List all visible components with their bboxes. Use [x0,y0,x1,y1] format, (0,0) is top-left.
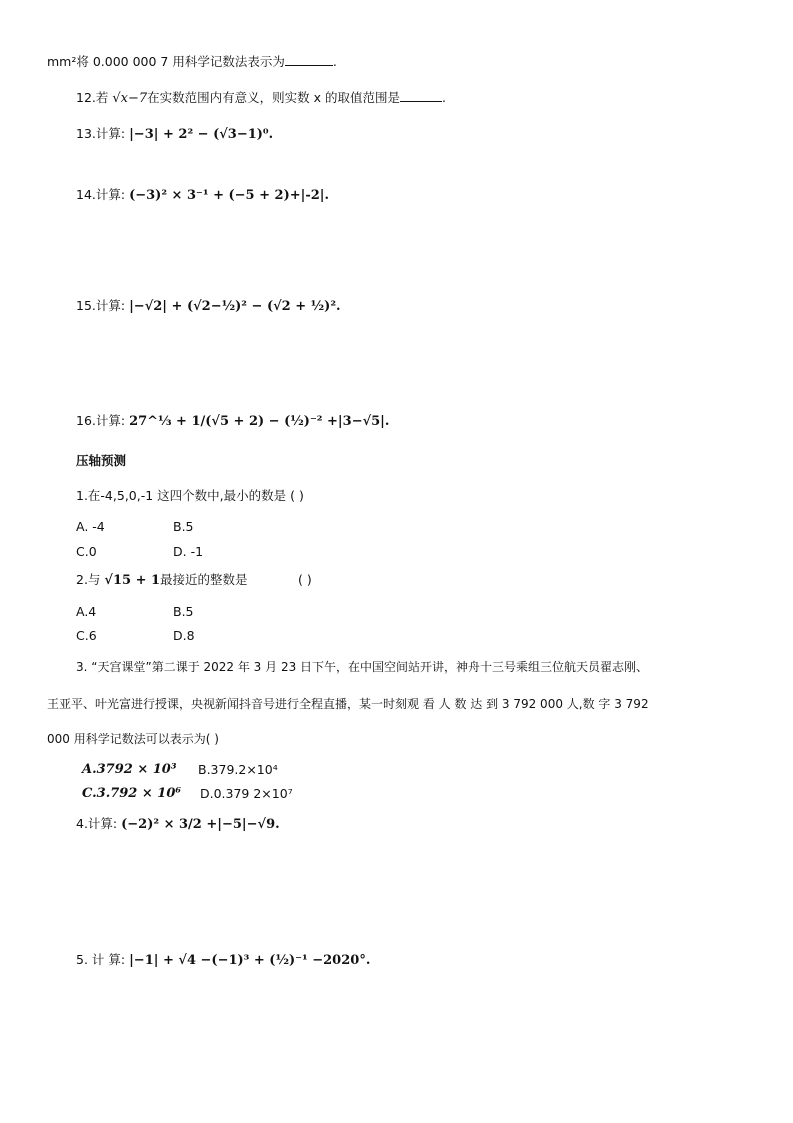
problem-4-label: 4.计算: [76,816,118,831]
problem-3-text-3: 000 用科学记数法可以表示为( ) [47,732,219,746]
problem-3-option-c [82,786,181,802]
question-12: 12.若 √x−7在实数范围内有意义，则实数 x 的取值范围是 . [76,90,446,106]
question-13 [76,126,273,143]
problem-5 [76,952,370,969]
problem-2-paren: ( ) [298,572,312,587]
problem-4 [76,816,280,833]
question-15-expression: |−√2| + (√2−½)² − (√2 + ½)². [129,299,341,314]
problem-3-line-1 [76,659,648,675]
problem-1-option-a [76,519,105,535]
problem-2-option-c [76,628,97,644]
problem-1-option-c [76,544,97,560]
problem-1-option-b [173,519,194,535]
option-a-text: A.4 [76,604,97,619]
problem-5-expression: |−1| + √4 −(−1)³ + (½)⁻¹ −2020°. [129,953,371,968]
question-14-label: 14.计算: [76,187,126,202]
option-c-text: C.0 [76,544,97,559]
problem-5-label: 5. 计 算: [76,952,126,967]
problem-3-line-2 [47,696,649,712]
option-b-text: B.379.2×10⁴ [198,762,278,777]
section-title-text: 压轴预测 [76,453,127,468]
problem-3-text-2: 王亚平、叶光富进行授课，央视新闻抖音号进行全程直播，某一时刻观 看 人 数 达 到 3 792 000 人,数 字 3 792 [47,697,649,711]
option-c-text: C.6 [76,628,97,643]
option-a-text: A.3792 × 10³ [82,762,177,777]
question-12-text: 在实数范围内有意义，则实数 x 的取值范围是 [147,90,401,105]
problem-2-stem [76,572,312,589]
problem-3-text-1: 3. “天宫课堂”第二课于 2022 年 3 月 23 日下午，在中国空间站开讲，神舟十三号乘组三位航天员翟志刚、 [76,660,649,674]
problem-1-stem [76,488,304,504]
question-15 [76,298,341,315]
question-13-label: 13.计算: [76,126,126,141]
option-d-text: D.0.379 2×10⁷ [200,786,293,801]
problem-4-expression: (−2)² × 3/2 +|−5|−√9. [121,817,280,832]
problem-1-option-d [173,544,203,560]
question-14-expression: (−3)² × 3⁻¹ + (−5 + 2)+|-2|. [129,188,330,203]
option-b-text: B.5 [173,519,194,534]
question-prev-continuation: mm²将 0.000 000 7 用科学记数法表示为 . [47,54,337,69]
answer-blank [400,89,442,102]
option-a-text: A. -4 [76,519,105,534]
question-14 [76,187,329,204]
option-d-text: D.8 [173,628,195,643]
option-c-text: C.3.792 × 10⁶ [82,786,182,801]
problem-2-expression: √15 + 1 [104,573,161,588]
question-16 [76,413,389,430]
problem-2-pre: 2.与 [76,572,101,587]
problem-3-line-3 [47,731,219,747]
question-16-expression: 27^⅓ + 1/(√5 + 2) − (½)⁻² +|3−√5|. [129,414,390,429]
option-d-text: D. -1 [173,544,204,559]
problem-3-option-d [200,786,293,802]
question-prev-text: mm²将 0.000 000 7 用科学记数法表示为 [47,54,285,69]
answer-blank [285,53,333,66]
problem-2-option-a [76,604,96,620]
problem-3-option-b [198,762,278,778]
problem-2-post: 最接近的整数是 [160,572,248,587]
question-16-label: 16.计算: [76,413,126,428]
question-12-number: 12.若 [76,90,109,105]
question-12-expression: √x−7 [112,91,148,106]
problem-1-text: 1.在-4,5,0,-1 这四个数中,最小的数是 ( ) [76,488,304,503]
question-15-label: 15.计算: [76,298,126,313]
section-title [76,453,126,469]
option-b-text: B.5 [173,604,194,619]
question-13-expression: |−3| + 2² − (√3−1)⁰. [129,127,274,142]
problem-3-option-a [82,762,177,778]
problem-2-option-d [173,628,195,644]
problem-2-option-b [173,604,194,620]
